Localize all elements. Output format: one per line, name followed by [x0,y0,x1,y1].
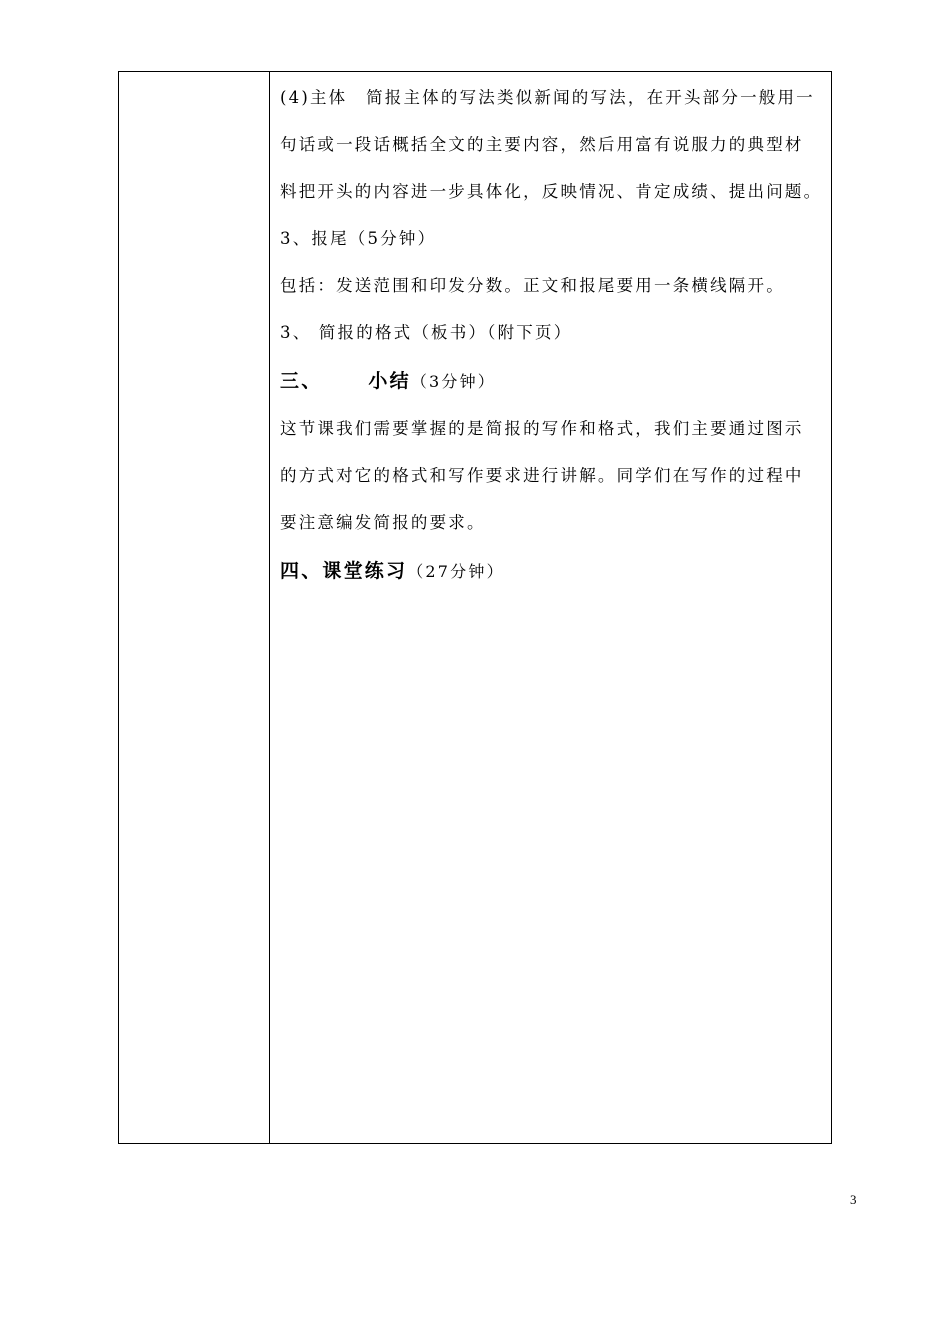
subheading-report-tail: 3、报尾（5分钟） [280,229,437,248]
section-title: 小结 [368,370,411,392]
body-line: 的方式对它的格式和写作要求进行讲解。同学们在写作的过程中 [280,466,804,485]
section-title: 四、课堂练习 [280,560,408,582]
body-line: (4)主体 简报主体的写法类似新闻的写法，在开头部分一般用一 [280,88,815,107]
body-line: 料把开头的内容进一步具体化，反映情况、肯定成绩、提出问题。 [280,182,823,201]
body-line: 这节课我们需要掌握的是简报的写作和格式，我们主要通过图示 [280,419,804,438]
section-summary-heading [280,368,823,394]
section-number: 三、 [280,370,323,392]
body-line: 包括：发送范围和印发分数。正文和报尾要用一条横线隔开。 [280,276,785,295]
body-line: 要注意编发简报的要求。 [280,513,486,532]
page-number: 3 [850,1192,857,1207]
section-time: （27分钟） [407,562,505,581]
body-line: 句话或一段话概括全文的主要内容，然后用富有说服力的典型材 [280,135,804,154]
section-time: （3分钟） [410,372,496,391]
right-column-cell [270,72,831,1143]
content-table [118,71,832,1144]
left-column-cell [119,72,270,1143]
section-practice-heading [280,558,823,584]
subheading-format: 3、 简报的格式（板书）（附下页） [280,323,573,342]
